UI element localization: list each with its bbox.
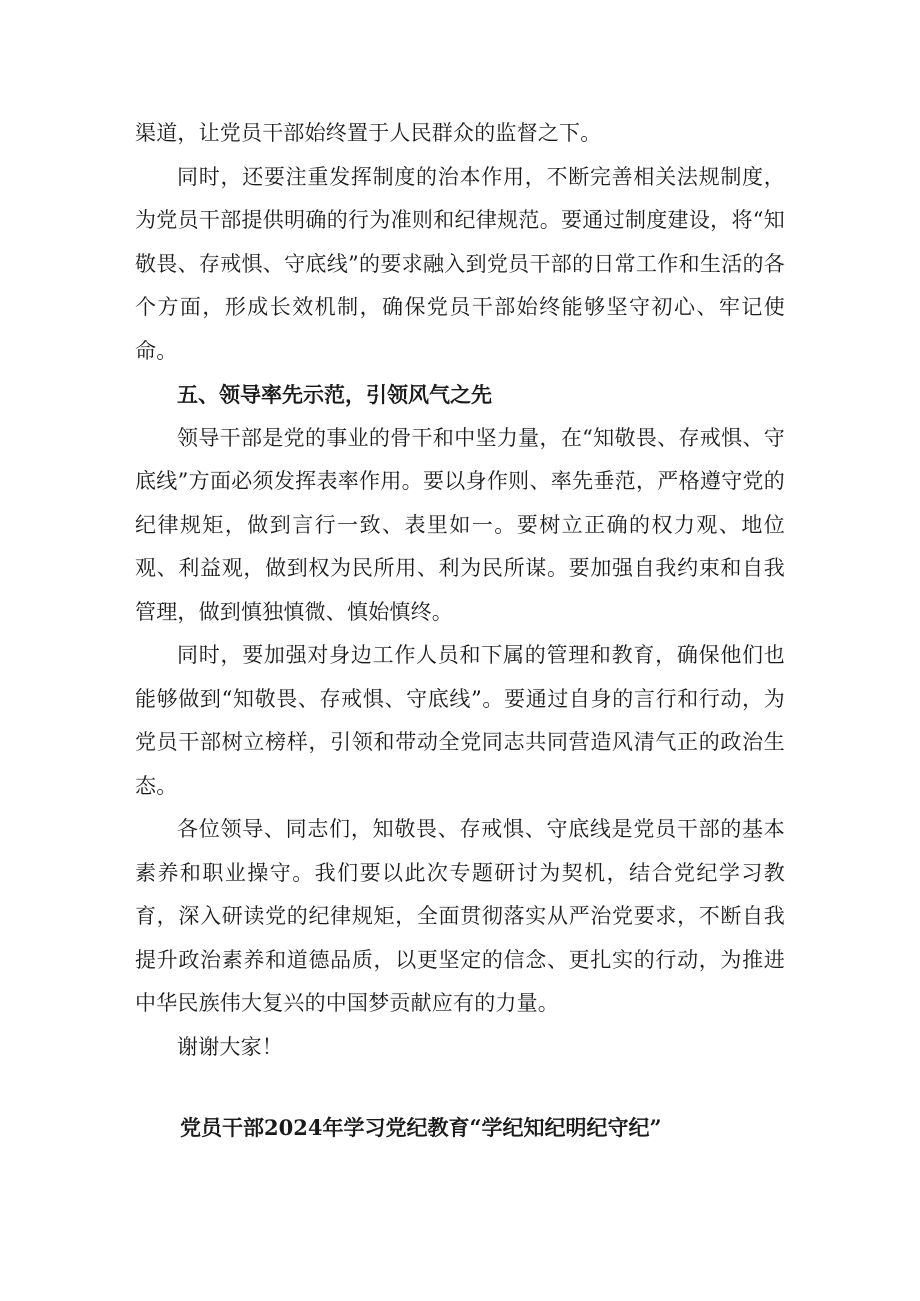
paragraph-thanks: 谢谢大家！	[177, 1034, 283, 1059]
next-document-title: 党员干部2024年学习党纪教育“学纪知纪明纪守纪”	[180, 1115, 662, 1140]
section-heading-5: 五、领导率先示范，引领风气之先	[177, 382, 492, 407]
paragraph-staff-management: 同时，要加强对身边工作人员和下属的管理和教育，确保他们也能够做到“知敬畏、存戒惧、守底线”。要通过自身的言行和行动，为党员干部树立榜样，引领和带动全党同志共同营造风清气正的政治生态。	[135, 643, 785, 798]
paragraph-leadership: 领导干部是党的事业的骨干和中坚力量，在“知敬畏、存戒惧、守底线”方面必须发挥表率作用。要以身作则、率先垂范，严格遵守党的纪律规矩，做到言行一致、表里如一。要树立正确的权力观、地位观、利益观，做到权为民所用、利为民所谋。要加强自我约束和自我管理，做到慎独慎微、慎始慎终。	[135, 425, 785, 624]
document-body	[135, 112, 785, 1069]
paragraph-continuation: 渠道，让党员干部始终置于人民群众的监督之下。	[135, 121, 602, 145]
paragraph-institution: 同时，还要注重发挥制度的治本作用，不断完善相关法规制度，为党员干部提供明确的行为准则和纪律规范。要通过制度建设，将“知敬畏、存戒惧、守底线”的要求融入到党员干部的日常工作和生活的各个方面，形成长效机制，确保党员干部始终能够坚守初心、牢记使命。	[135, 164, 785, 363]
paragraph-conclusion: 各位领导、同志们，知敬畏、存戒惧、守底线是党员干部的基本素养和职业操守。我们要以此次专题研讨为契机，结合党纪学习教育，深入研读党的纪律规矩，全面贯彻落实从严治党要求，不断自我提升政治素养和道德品质，以更坚定的信念、更扎实的行动，为推进中华民族伟大复兴的中国梦贡献应有的力量。	[135, 817, 785, 1015]
